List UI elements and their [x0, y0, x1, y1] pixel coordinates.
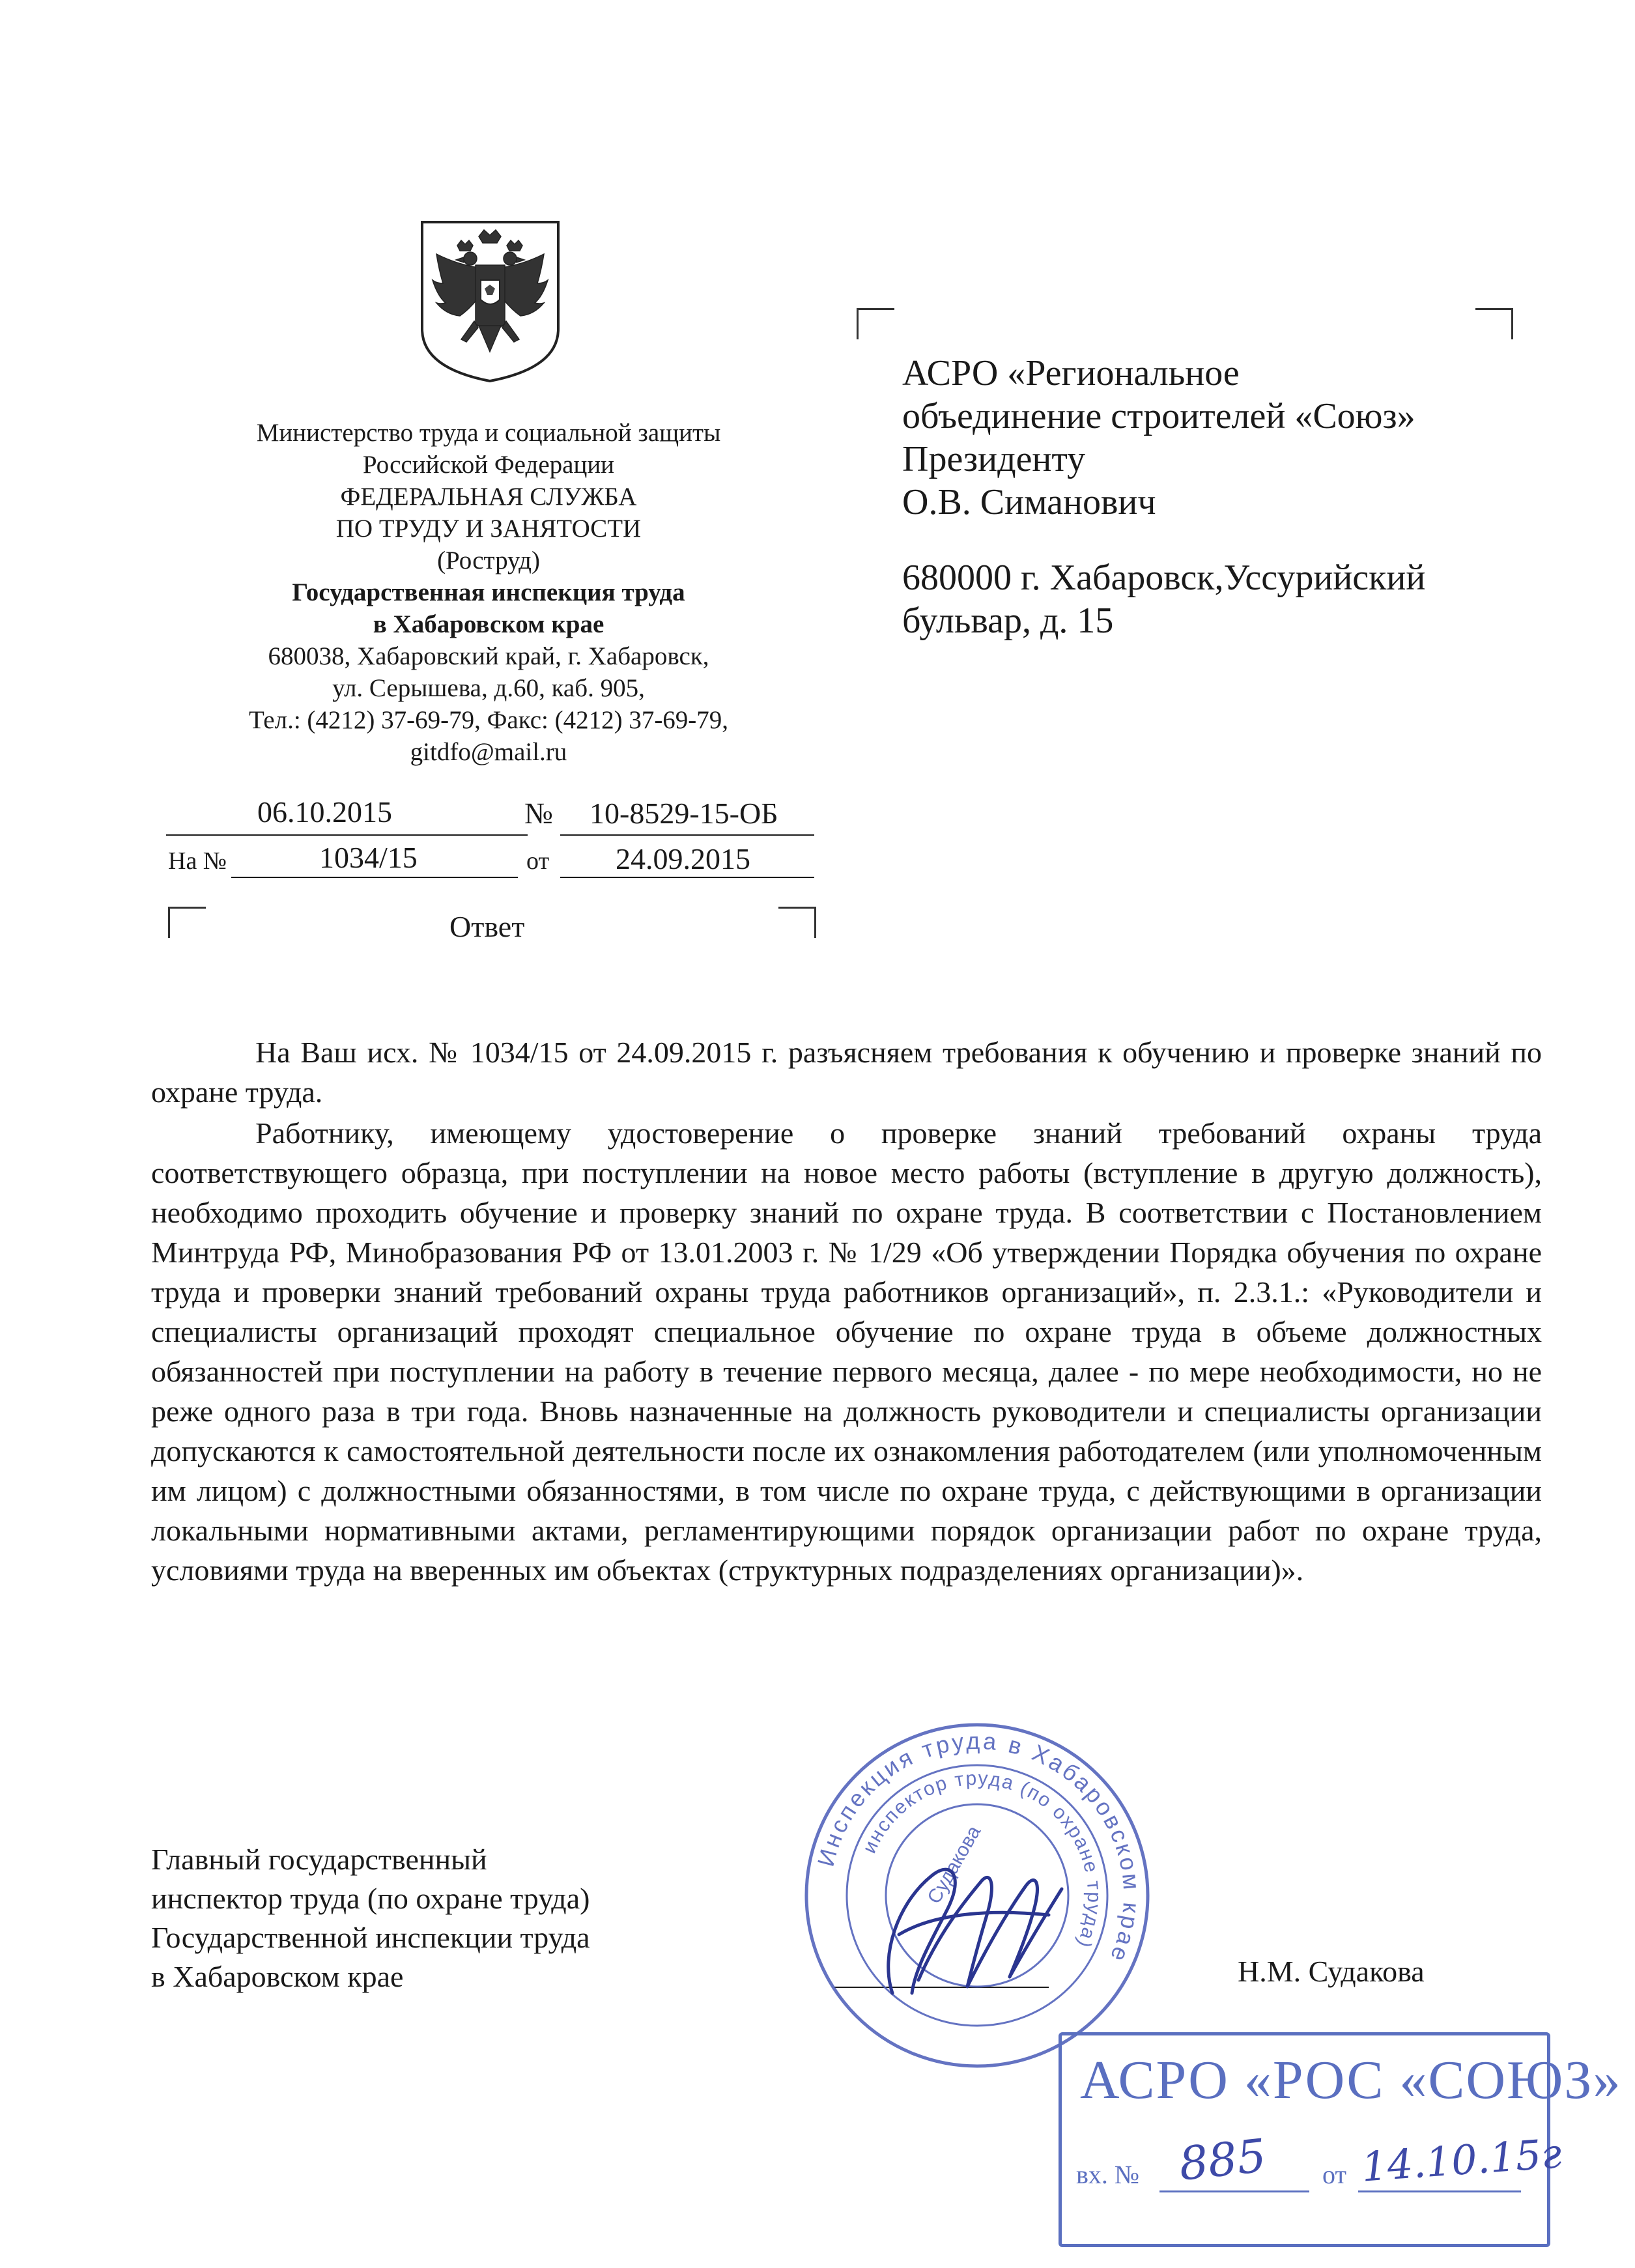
incoming-stamp-org: АСРО «РОС «СОЮЗ» [1080, 2050, 1622, 2110]
reference-number-label: На № [168, 847, 227, 875]
sender-service-line: ФЕДЕРАЛЬНАЯ СЛУЖБА [340, 483, 637, 511]
outgoing-date-underline [166, 834, 528, 836]
sender-header [130, 417, 847, 768]
sender-address-line: 680038, Хабаровский край, г. Хабаровск, [268, 642, 709, 670]
signatory-title-line: инспектор труда (по охране труда) [151, 1882, 590, 1915]
addressee-org-line: АСРО «Региональное [902, 353, 1240, 393]
signatory-title-line: Государственной инспекции труда [151, 1921, 590, 1954]
addressee-block [902, 352, 1554, 642]
incoming-date: 14.10.15г [1359, 2129, 1563, 2191]
sender-service-line: ПО ТРУДУ И ЗАНЯТОСТИ [335, 515, 642, 543]
round-seal-stamp [801, 1720, 1153, 2071]
incoming-registration-stamp [1059, 2032, 1622, 2247]
seal-center-text: Судакова [923, 1822, 986, 1908]
addressee-name: О.В. Симанович [902, 482, 1156, 522]
body-paragraph: На Ваш исх. № 1034/15 от 24.09.2015 г. разъясняем требования к обучению и проверке знаний по охране труда. [151, 1036, 1542, 1109]
reference-number-underline [231, 877, 518, 878]
seal-inner-text: инспектор труда (по охране труда) [859, 1767, 1105, 1952]
signatory-name: Н.М. Судакова [1238, 1955, 1425, 1988]
sender-inspection-line: Государственная инспекция труда [292, 578, 685, 606]
reference-number: 1034/15 [319, 841, 418, 874]
reference-date-underline [560, 877, 814, 878]
addressee-position: Президенту [902, 439, 1086, 479]
seal-outer-text: Инспекция труда в Хабаровском крае [812, 1727, 1146, 1968]
incoming-number-label: вх. № [1076, 2160, 1140, 2189]
sender-inspection-line: в Хабаровском крае [373, 610, 604, 638]
addressee-corner-mark [1475, 308, 1513, 339]
addressee-org-line: объединение строителей «Союз» [902, 396, 1415, 436]
letter-body [151, 1032, 1542, 1590]
sender-address-line: ул. Серышева, д.60, каб. 905, [332, 674, 645, 702]
handwritten-signature [889, 1869, 1062, 1993]
subject-corner-mark [778, 907, 816, 938]
sender-email: gitdfo@mail.ru [410, 738, 567, 766]
body-paragraph: Работнику, имеющему удостоверение о проверке знаний требований охраны труда соответствующего образца, при поступлении на новое место работы (вступление в другую должность), необходимо проходить обучение и проверку знаний по охране труда. В соответствии с Постановлением Минтруда РФ, Минобразования РФ от 13.01.2003 г. № 1/29 «Об утверждении Порядка обучения по охране труда и проверки знаний требований охраны труда работников организаций», п. 2.3.1.: «Руководители и специалисты организаций проходят специальное обучение по охране труда в объеме должностных обязанностей при поступлении на работу в течение первого месяца, далее - по мере необходимости, но не реже одного раза в три года. Вновь назначенные на должность руководители и специалисты организации допускаются к самостоятельной деятельности после их ознакомления работодателем (или уполномоченным им лицом) с должностными обязанностями, в том числе по охране труда, с действующими в организации локальными нормативными актами, регламентирующими порядок организации работ по охране труда, условиями труда на вверенных им объектах (структурных подразделениях организации)». [151, 1116, 1542, 1587]
addressee-corner-mark [857, 308, 894, 339]
sender-service-abbr: (Роструд) [437, 546, 540, 574]
incoming-date-underline [1358, 2190, 1521, 2192]
incoming-number: 885 [1176, 2129, 1269, 2191]
signatory-title [151, 1840, 737, 1996]
signatory-title-line: в Хабаровском крае [151, 1960, 404, 1993]
addressee-spacer [902, 524, 1554, 556]
signatory-title-line: Главный государственный [151, 1843, 487, 1876]
reference-date: 24.09.2015 [616, 842, 750, 875]
coat-of-arms-icon [417, 218, 563, 384]
reference-date-label: от [526, 847, 550, 875]
subject-corner-mark [168, 907, 206, 938]
outgoing-number-underline [560, 834, 814, 836]
outgoing-number-label: № [524, 797, 553, 830]
outgoing-date: 06.10.2015 [257, 795, 392, 829]
addressee-address-line: 680000 г. Хабаровск,Уссурийский [902, 558, 1426, 598]
subject-line: Ответ [449, 910, 525, 943]
outgoing-number: 10-8529-15-ОБ [590, 797, 778, 830]
sender-phone-line: Тел.: (4212) 37-69-79, Факс: (4212) 37-69-79, [248, 706, 729, 734]
sender-ministry-line: Министерство труда и социальной защиты [256, 419, 721, 447]
sender-ministry-line: Российской Федерации [362, 451, 615, 479]
incoming-date-label: от [1322, 2160, 1346, 2189]
addressee-address-line: бульвар, д. 15 [902, 601, 1114, 641]
